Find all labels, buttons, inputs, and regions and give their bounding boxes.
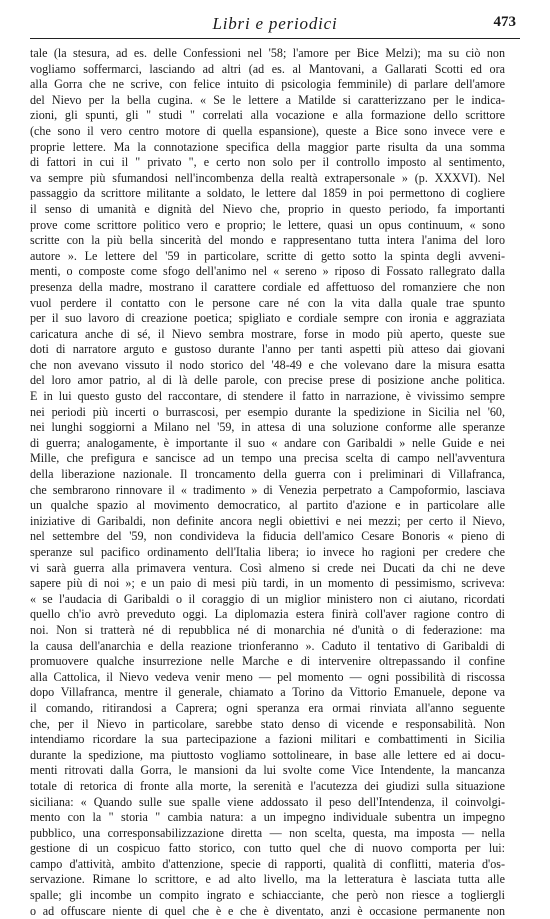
text-line: che sembrarono rinnovare il « tradimento » di Venezia perpetrato a Campoformio, lasciava bbox=[30, 482, 505, 497]
running-header bbox=[30, 14, 520, 38]
text-line: mento con la " storia " cambia natura: a un impegno individuale subentra un impegno bbox=[30, 810, 505, 825]
text-line: doti di narratore arguto e gustoso durante l'anno per tanti aspetti più atteso dai giovani bbox=[30, 342, 505, 357]
text-line: passaggio da scrittore militante a soldato, le lettere dal 1859 in poi permettono di cogliere bbox=[30, 186, 505, 201]
text-line: noi. Non si tratterà né di repubblica né di monarchia né d'unità o di federazione: ma bbox=[30, 622, 505, 637]
text-line: servazione. Rimane lo scrittore, e ad alto livello, ma la letteratura è lasciata tutta alle bbox=[30, 872, 505, 887]
body-text bbox=[30, 46, 505, 919]
text-line: autore ». Le lettere del '59 in particolare, scritte di getto sotto la spinta degli avveni- bbox=[30, 248, 505, 263]
text-line: pubblico, una corresponsabilizzazione diretta — non scelta, questa, ma imposta — nella bbox=[30, 825, 505, 840]
text-line: del Nievo per la bella cugina. « Se le lettere a Matilde si caratterizzano per le indica- bbox=[30, 92, 505, 107]
text-line: durante la spedizione, ma piuttosto vogliamo sottolineare, in base alle lettere ed ai docu- bbox=[30, 747, 505, 762]
text-line: un qualche spazio al movimento democratico, al partito d'azione e in particolare alle bbox=[30, 498, 505, 513]
text-line: « se l'audacia di Garibaldi o il coraggio di un miglior ministero non ci aiutano, ricordati bbox=[30, 591, 505, 606]
text-line: siciliana: « Quando sulle sue spalle viene addossato il peso dell'Intendenza, il coinvolgi- bbox=[30, 794, 505, 809]
text-line: scritte con la più bella sincerità del mondo e rappresentano tutta intera l'anima del loro bbox=[30, 233, 505, 248]
text-line: totale di retorica di fronte alla morte, la serenità e l'acutezza dei giudizi sulla situazione bbox=[30, 778, 505, 793]
text-line: vi sarà guerra alla primavera ventura. Così almeno si crede nei Ducati da chi ne deve bbox=[30, 560, 505, 575]
text-line: zioni, gli spunti, gli " studi " correlati alla vocazione e alla formazione dello scrittore bbox=[30, 108, 505, 123]
text-line: alla Cattolica, il Nievo vedeva venir meno — pel momento — ogni possibilità di riscossa bbox=[30, 669, 505, 684]
text-line: speranze sul pacifico ordinamento dell'Italia libera; io invece ho ragioni per credere che bbox=[30, 545, 505, 559]
text-line: caricatura anche di sé, il Nievo sembra mostrare, forse in modo più aperto, queste sue bbox=[30, 326, 505, 341]
text-line: che non avevano vissuto il nodo storico del '48-49 e che volevano dare la misura esatta bbox=[30, 357, 505, 372]
text-line: vogliamo soffermarci, lasciando ad altri (ad es. al Mantovani, a Gallarati Scotti ed ora bbox=[30, 61, 505, 76]
text-line: il comando, ritirandosi a Caprera; ogni speranza era ormai rinviata all'anno seguente bbox=[30, 700, 505, 715]
text-line: iniziative di Garibaldi, non definite ancora negli obiettivi e nei mezzi; per certo il Nievo, bbox=[30, 513, 505, 528]
text-line: nei lunghi soggiorni a Milano nel '59, in attesa di una soluzione conforme alle speranze bbox=[30, 420, 505, 435]
text-line: (che sono il vero centro motore di quella espansione), queste a Bice sono invece vere e bbox=[30, 123, 505, 138]
text-line: va sempre più sfumandosi nell'incombenza della realtà extrapersonale » (p. XXXVI). Nel bbox=[30, 170, 505, 185]
text-line: della liberazione nazionale. Il troncamento della guerra con i preliminari di Villafranca, bbox=[30, 467, 505, 482]
text-line: di guerra; analogamente, è importante il suo « andare con Garibaldi » nelle Guide e nei bbox=[30, 435, 505, 450]
text-line: del loro amor patrio, al di là delle parole, con precise prese di posizione anche politica. bbox=[30, 373, 505, 388]
text-line: il senso di umanità e dignità del Nievo che, proprio in questo periodo, fa importanti bbox=[30, 201, 505, 216]
text-line: spalle; gli incombe un compito ingrato e schiacciante, che però non riesce a toglierglі bbox=[30, 888, 505, 903]
header-rule bbox=[30, 38, 520, 39]
text-line: sapere più di noi »; e un paio di mesi più tardi, in un momento di pessimismo, scriveva: bbox=[30, 576, 505, 591]
text-line: quello ch'io avrò preveduto oggi. La diplomazia estera finirà coll'aver ragione contro di bbox=[30, 607, 505, 622]
text-line: menti, o composte come sfogo dell'animo nel « sereno » riposo di Fossato rallegrato dalla bbox=[30, 264, 505, 279]
text-line: presenza della madre, mostrano il carattere cordiale ed affettuoso del romanziere che non bbox=[30, 279, 505, 294]
text-line: E in lui questo gusto del raccontare, di stendere il fatto in narrazione, è vivissimo sempre bbox=[30, 389, 505, 404]
page-number: 473 bbox=[493, 14, 516, 30]
text-line: gestione di un cospicuo fatto storico, con tutto quel che di nuovo comporta per lui: bbox=[30, 841, 505, 856]
text-line: o ad offuscare niente di quel che è e che è diventato, anzi è occasione permanente non bbox=[30, 903, 505, 918]
text-line: menti ritrovati dalla Gorra, le mansioni da lui svolte come Vice Intendente, la mancanza bbox=[30, 763, 505, 778]
text-line: proprie lettere. Ma la connotazione specifica della maggior parte risulta da una somma bbox=[30, 139, 505, 154]
text-line: nei periodi più incerti o burrascosi, per esempio durante la spedizione in Sicilia nel '60, bbox=[30, 404, 505, 419]
text-line: dopo Villafranca, mentre il generale, chiamato a Torino da Vittorio Emanuele, depone va bbox=[30, 685, 505, 700]
text-line: alla Gorra che ne scrive, con felice intuito di psicologia femminile) di parlare dell'amore bbox=[30, 77, 505, 92]
text-line: vuol perdere il contatto con le persone care né con la vita dalla quale trae spunto bbox=[30, 295, 505, 310]
text-line: che, per il Nievo in particolare, sarebbe stato denso di vicende e responsabilità. Non bbox=[30, 716, 505, 731]
text-line: promuovere qualche insurrezione nelle Marche e di intervenire oltrepassando il confine bbox=[30, 654, 505, 669]
text-line: prove come scrittore politico vero e proprio; le lettere, quasi un opus continuum, « sono bbox=[30, 217, 505, 232]
text-line: tale (la stesura, ad es. delle Confessioni nel '58; l'amore per Bice Melzi); ma su ciò non bbox=[30, 46, 505, 60]
text-line: nel settembre del '59, non condivideva la fiducia dell'amico Cesare Bonoris « pieno di bbox=[30, 529, 505, 544]
text-line: Mille, che prefigura e sancisce ad un tempo una precisa scelta di campo nell'avventura bbox=[30, 451, 505, 466]
text-line: di fattori in cui il " privato ", e certo non solo per il controllo imposto al sentimento, bbox=[30, 155, 505, 170]
text-line: per il suo lavoro di creazione poetica; spigliato e cordiale sempre con ironia e aggraziata bbox=[30, 311, 505, 326]
running-title: Libri e periodici bbox=[212, 14, 338, 33]
text-line: la causa dell'anarchia e della reazione trionferanno ». Caduto il tentativo di Garibaldi di bbox=[30, 638, 505, 653]
text-line: intendiamo ricordare la sua partecipazione a fazioni militari e combattimenti in Sicilia bbox=[30, 732, 505, 747]
text-line: campo d'attività, ambito d'attenzione, specie di rapporti, qualità di conflitti, materia d'os- bbox=[30, 856, 505, 871]
